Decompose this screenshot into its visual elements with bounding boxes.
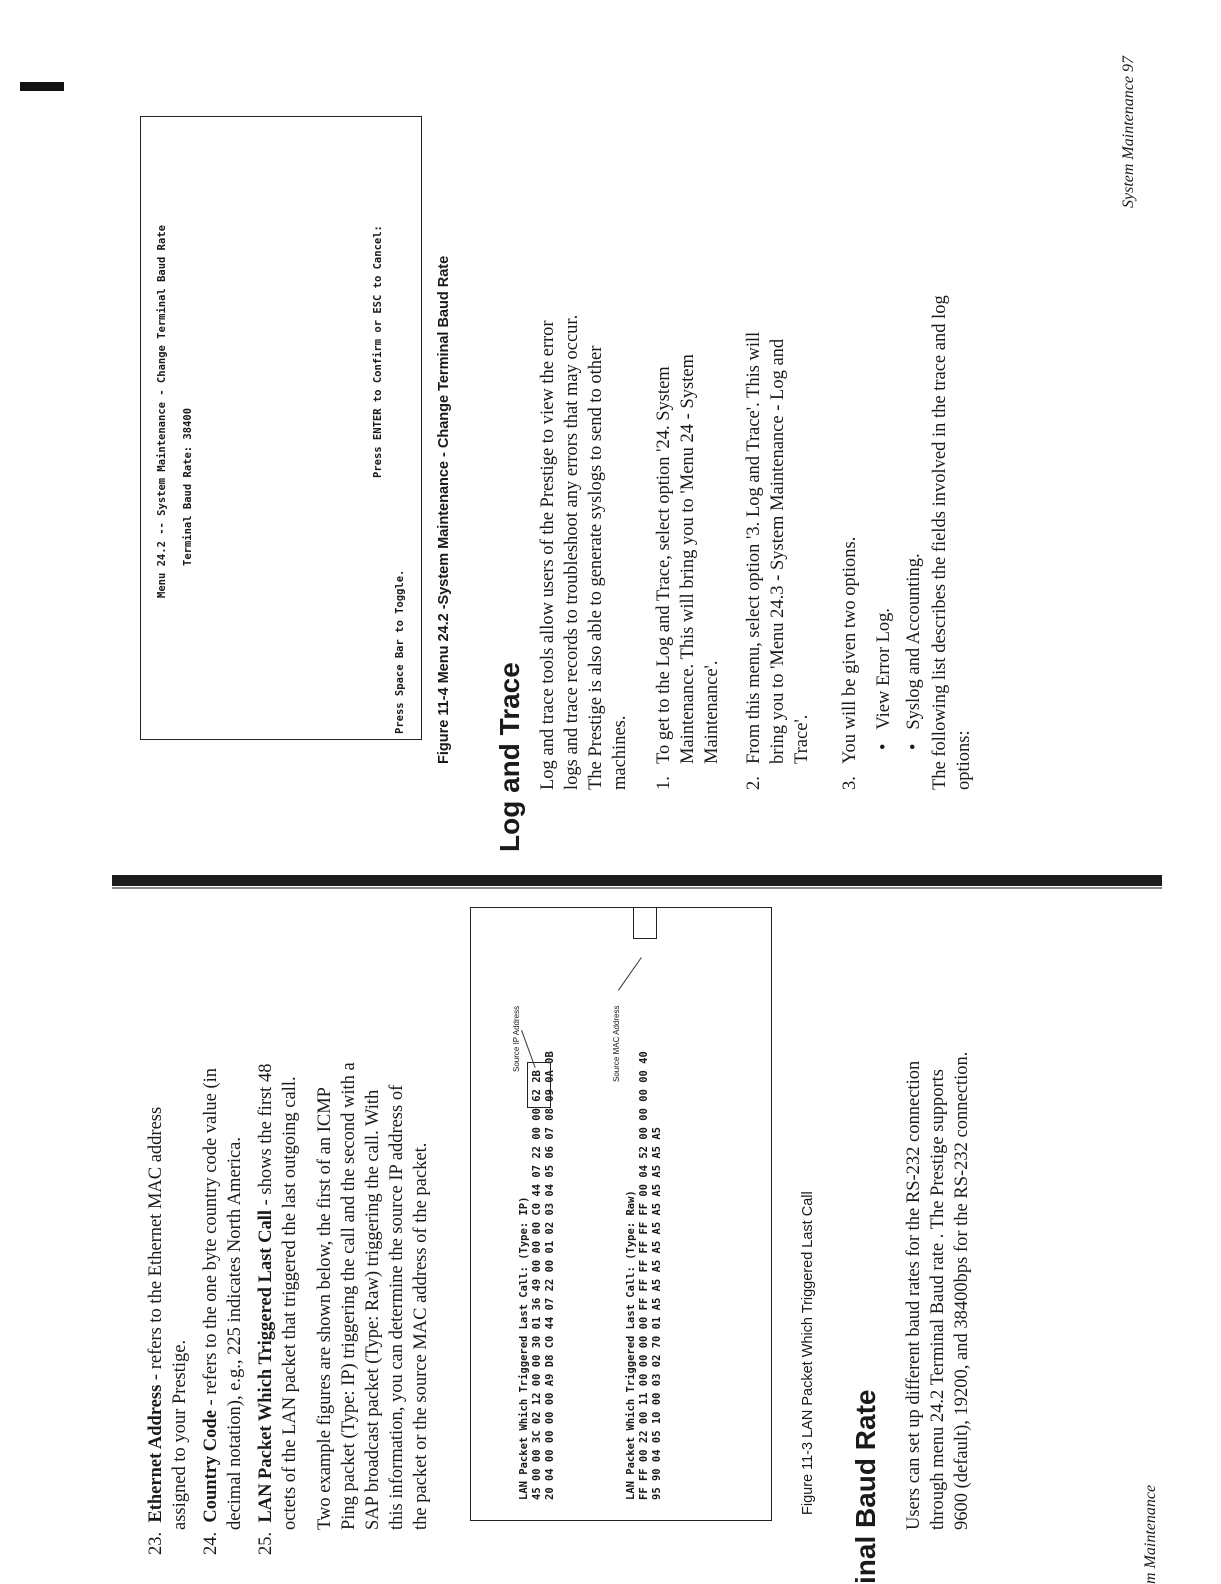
intro-line-2: logs and trace records to troubleshoot any errors that may occur. xyxy=(562,314,582,790)
baud-rate-heading: inal Baud Rate xyxy=(850,1389,881,1584)
step-1-line-2: Maintenance. This will bring you to 'Menu 24 - System xyxy=(678,354,698,764)
ip-packet-line-2: 45 00 00 3C 02 12 00 00 30 01 36 49 00 00 00 C0 44 07 22 00 00 62 2B xyxy=(531,1070,543,1500)
screen-prompt: Press ENTER to Confirm or ESC to Cancel: xyxy=(372,225,384,478)
screen-title: Menu 24.2 -- System Maintenance - Change Terminal Baud Rate xyxy=(156,225,168,598)
list-item-25-cont: octets of the LAN packet that triggered the last outgoing call. xyxy=(280,1076,300,1530)
log-and-trace-heading: Log and Trace xyxy=(494,662,525,852)
source-mac-highlight xyxy=(633,907,657,939)
example-paragraph-line-5: the packet or the source MAC address of the packet. xyxy=(411,1142,431,1530)
raw-packet-line-2: FF FF 00 22 00 11 00 00 00 00 FF FF FF FF FF FF 00 04 52 00 00 00 00 40 xyxy=(638,1051,650,1500)
example-paragraph-line-3: SAP broadcast packet (Type: Raw) triggering the call. With xyxy=(363,1089,383,1530)
figure-11-3-caption: Figure 11-3 LAN Packet Which Triggered Last Call xyxy=(800,1191,816,1515)
list-item-23-cont: assigned to your Prestige. xyxy=(170,1339,190,1530)
right-footer: System Maintenance 97 xyxy=(1120,56,1137,208)
bullet-icon: • xyxy=(874,743,894,750)
screen-hint: Press Space Bar to Toggle. xyxy=(394,569,406,734)
example-paragraph-line-1: Two example figures are shown below, the first of an ICMP xyxy=(315,1087,335,1530)
raw-packet-line-1: LAN Packet Which Triggered Last Call: (Type: Raw) xyxy=(625,1190,637,1500)
step-3-number: 3. xyxy=(840,776,860,790)
closing-line-2: options: xyxy=(954,730,974,790)
list-item-24: 24. Country Code - refers to the one byte country code value (in xyxy=(201,1067,221,1555)
scan-mark xyxy=(20,82,64,91)
step-2-number: 2. xyxy=(744,776,764,790)
intro-line-3: The Prestige is also able to generate syslogs to send to other xyxy=(586,345,606,790)
ip-packet-line-1: LAN Packet Which Triggered Last Call: (Type: IP) xyxy=(518,1196,530,1500)
source-mac-label: Source MAC Address xyxy=(612,1005,621,1082)
baud-paragraph-line-1: Users can set up different baud rates for the RS-232 connection xyxy=(904,1060,924,1530)
step-1-line-3: Maintenance'. xyxy=(702,660,722,764)
bullet-syslog-accounting: • Syslog and Accounting. xyxy=(904,553,924,750)
raw-packet-line-3: 95 90 04 05 10 00 03 02 70 01 A5 A5 A5 A5 A5 A5 A5 A5 A5 A5 xyxy=(651,1127,663,1500)
intro-line-4: machines. xyxy=(610,715,630,790)
source-ip-highlight xyxy=(527,1062,551,1108)
example-paragraph-line-2: Ping packet (Type: IP) triggering the call and the second with a xyxy=(339,1062,359,1530)
baud-paragraph-line-2: through menu 24.2 Terminal Baud rate . The Prestige supports xyxy=(928,1069,948,1530)
intro-line-1: Log and trace tools allow users of the Prestige to view the error xyxy=(538,320,558,790)
list-item-23: 23. Ethernet Address - refers to the Ethernet MAC address xyxy=(146,1106,166,1555)
example-paragraph-line-4: this information, you can determine the source IP address of xyxy=(387,1084,407,1530)
list-item-25: 25. LAN Packet Which Triggered Last Call - shows the first 48 xyxy=(256,1063,276,1555)
step-1-number: 1. xyxy=(654,776,674,790)
page-divider-bar xyxy=(112,875,1162,886)
bullet-view-error-log: • View Error Log. xyxy=(874,607,894,750)
bullet-icon: • xyxy=(904,743,924,750)
page-divider-shadow xyxy=(112,887,1162,889)
baud-paragraph-line-3: 9600 (default), 19200, and 38400bps for the RS-232 connection. xyxy=(952,1051,972,1530)
screen-baud-field: Terminal Baud Rate: 38400 xyxy=(182,407,194,566)
lan-packet-figure xyxy=(470,907,772,1521)
list-item-24-cont: decimal notation), e.g., 225 indicates North America. xyxy=(225,1136,245,1530)
step-2-line-2: bring you to 'Menu 24.3 - System Maintenance - Log and xyxy=(768,338,788,764)
step-2-line-1: From this menu, select option '3. Log and Trace'. This will xyxy=(744,331,764,764)
left-footer: m Maintenance xyxy=(1142,1484,1159,1584)
step-2-line-3: Trace'. xyxy=(792,714,812,764)
ip-packet-line-3: 20 04 00 00 00 00 A9 D8 C0 44 07 22 00 01 02 03 04 05 06 07 08 09 0A 0B xyxy=(544,1051,556,1500)
figure-11-4-caption: Figure 11-4 Menu 24.2 -System Maintenance - Change Terminal Baud Rate xyxy=(436,255,452,764)
step-3-line-1: You will be given two options. xyxy=(840,536,860,764)
step-1-line-1: To get to the Log and Trace, select option '24. System xyxy=(654,366,674,764)
source-ip-label: Source IP Address xyxy=(512,1005,521,1072)
closing-line-1: The following list describes the fields involved in the trace and log xyxy=(930,295,950,790)
